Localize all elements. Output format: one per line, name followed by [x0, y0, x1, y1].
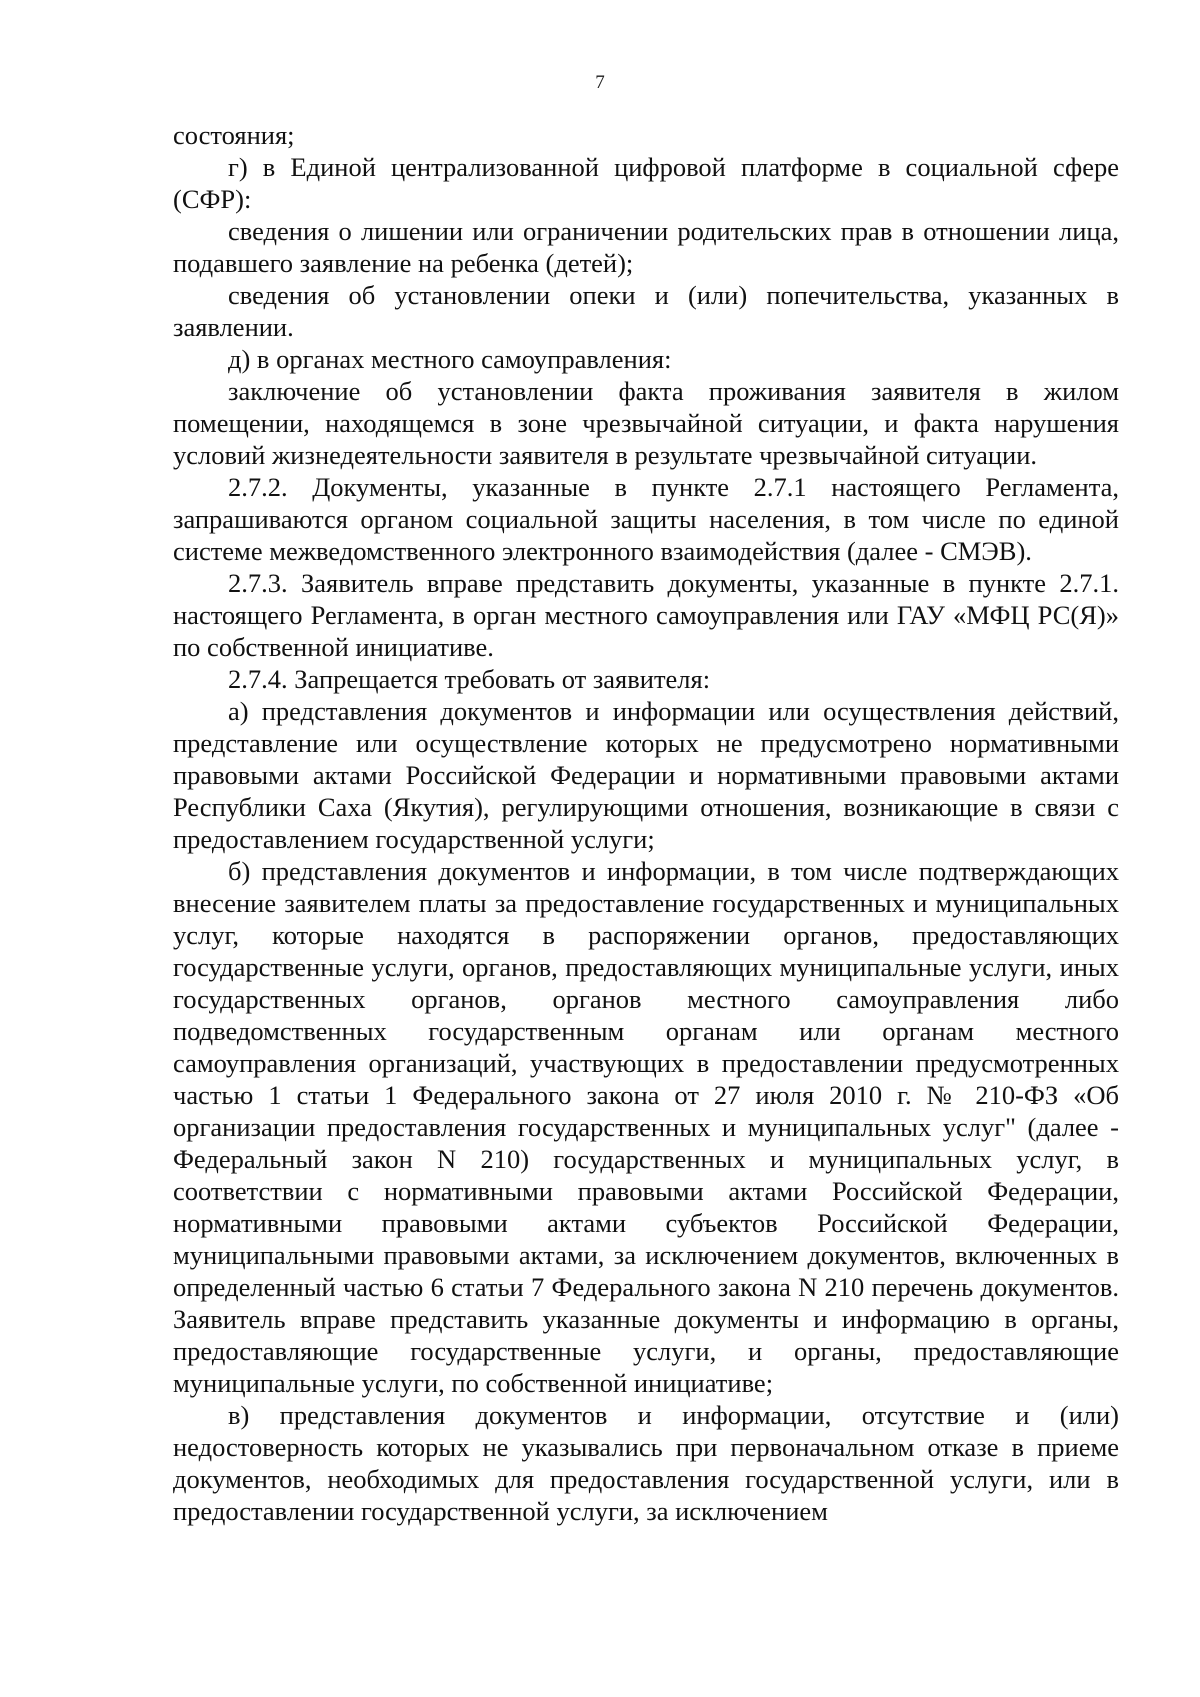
document-body: [173, 119, 1119, 1527]
paragraph: 2.7.4. Запрещается требовать от заявителя:: [228, 664, 711, 694]
page-number: 7: [595, 72, 605, 93]
paragraph: а) представления документов и информации или осуществления действий, представление или осуществление которых не предусмотрено нормативными правовыми актами Российской Федерации и нормативными правовыми актами Республики Саха (Якутия), регулирующими отношения, возникающие в связи с предоставлением государственной услуги;: [173, 696, 1119, 854]
paragraph: б) представления документов и информации, в том числе подтверждающих внесение заявителем платы за предоставление государственных и муниципальных услуг, которые находятся в распоряжении органов, предоставляющих государственные услуги, органов, предоставляющих муниципальные услуги, иных государственных органов, органов местного самоуправления либо подведомственных государственным органам или органам местного самоуправления организаций, участвующих в предоставлении предусмотренных частью 1 статьи 1 Федерального закона от 27 июля 2010 г. № 210-ФЗ «Об организации предоставления государственных и муниципальных услуг" (далее - Федеральный закон N 210) государственных и муниципальных услуг, в соответствии с нормативными правовыми актами Российской Федерации, нормативными правовыми актами субъектов Российской Федерации, муниципальными правовыми актами, за исключением документов, включенных в определенный частью 6 статьи 7 Федерального закона N 210 перечень документов. Заявитель вправе представить указанные документы и информацию в органы, предоставляющие государственные услуги, и органы, предоставляющие муниципальные услуги, по собственной инициативе;: [173, 856, 1119, 1398]
paragraph: сведения о лишении или ограничении родительских прав в отношении лица, подавшего заявление на ребенка (детей);: [173, 216, 1119, 278]
paragraph: д) в органах местного самоуправления:: [228, 344, 672, 374]
paragraph: г) в Единой централизованной цифровой платформе в социальной сфере (СФР):: [173, 152, 1119, 214]
paragraph: сведения об установлении опеки и (или) попечительства, указанных в заявлении.: [173, 280, 1119, 342]
paragraph: 2.7.2. Документы, указанные в пункте 2.7.1 настоящего Регламента, запрашиваются органом социальной защиты населения, в том числе по единой системе межведомственного электронного взаимодействия (далее - СМЭВ).: [173, 472, 1119, 566]
paragraph: состояния;: [173, 120, 295, 150]
paragraph: 2.7.3. Заявитель вправе представить документы, указанные в пункте 2.7.1. настоящего Регламента, в орган местного самоуправления или ГАУ «МФЦ РС(Я)» по собственной инициативе.: [173, 568, 1119, 662]
paragraph: заключение об установлении факта проживания заявителя в жилом помещении, находящемся в зоне чрезвычайной ситуации, и факта нарушения условий жизнедеятельности заявителя в результате чрезвычайной ситуации.: [173, 376, 1119, 470]
paragraph: в) представления документов и информации, отсутствие и (или) недостоверность которых не указывались при первоначальном отказе в приеме документов, необходимых для предоставления государственной услуги, или в предоставлении государственной услуги, за исключением: [173, 1400, 1119, 1526]
